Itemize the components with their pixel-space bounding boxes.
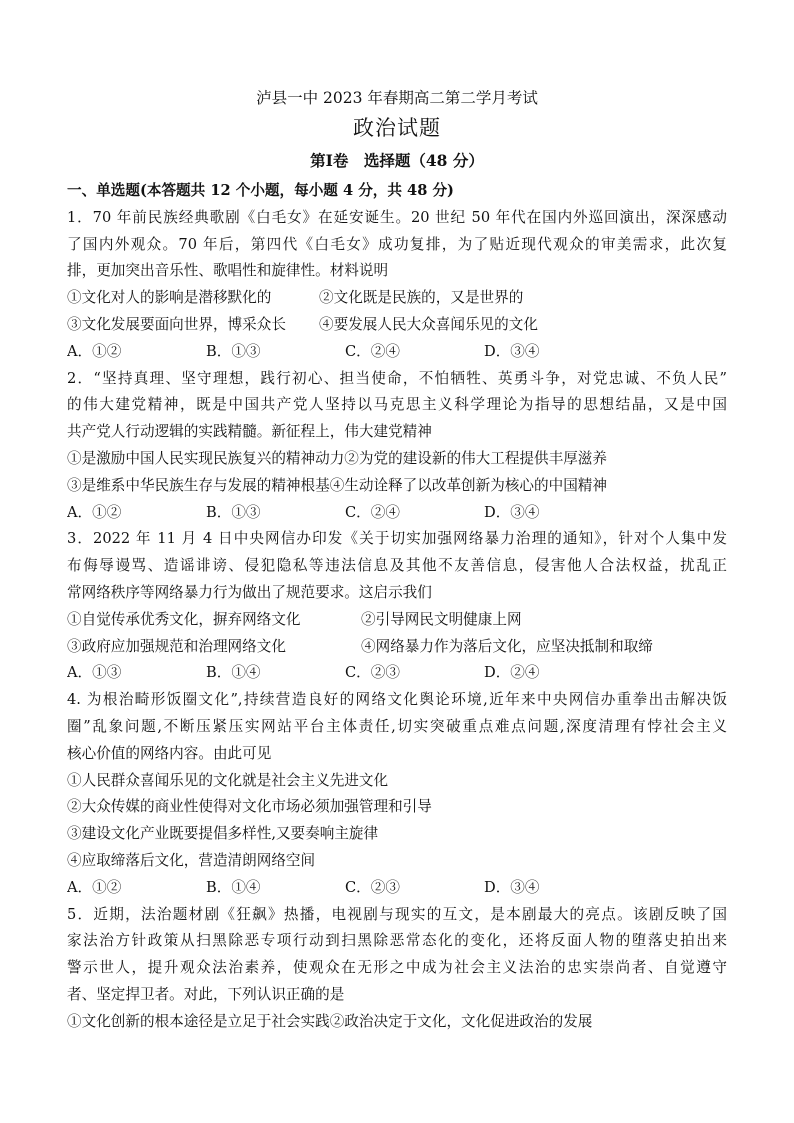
question-stem-line: 圈”乱象问题,不断压紧压实网站平台主体责任,切实突破重点难点问题,深度清理有悖社会主义 (67, 717, 727, 735)
question-4 (67, 687, 727, 901)
option-row (67, 660, 727, 687)
answer-option: C．②③ (345, 664, 400, 682)
option-row (67, 339, 727, 366)
statement-item: ④网络暴力作为落后文化，应坚决抵制和取缔 (361, 637, 653, 655)
question-stem-line: 常网络秩序等网络暴力行为做出了规范要求。这启示我们 (67, 583, 432, 601)
question-stem-line: 排，更加突出音乐性、歌唱性和旋律性。材料说明 (67, 262, 389, 280)
statement-item: ③文化发展要面向世界，博采众长 (67, 315, 286, 333)
statement-item: ②政治决定于文化，文化促进政治的发展 (329, 1012, 593, 1030)
statement-item: ①文化对人的影响是潜移默化的 (67, 289, 272, 307)
statement-row (67, 848, 727, 875)
statement-item: ①自觉传承优秀文化，摒弃网络文化 (67, 610, 301, 628)
question-stem-line: 核心价值的网络内容。由此可见 (67, 744, 272, 762)
question-5 (67, 902, 727, 1036)
statement-item: ③政府应加强规范和治理网络文化 (67, 637, 286, 655)
subject-title: 政治试题 (353, 116, 441, 140)
statement-item: ④生动诠释了以改革创新为核心的中国精神 (329, 476, 607, 494)
statement-item: ④要发展人民大众喜闻乐见的文化 (319, 315, 538, 333)
statement-row (67, 285, 727, 312)
question-stem-line: 了国内外观众。70 年后，第四代《白毛女》成功复排，为了贴近现代观众的审美需求，此次复 (67, 235, 727, 253)
question-stem-line: 共产党人行动逻辑的实践精髓。新征程上，伟大建党精神 (67, 423, 432, 441)
answer-option: B．①④ (206, 664, 261, 682)
option-row (67, 875, 727, 902)
statement-item: ③是维系中华民族生存与发展的精神根基 (67, 476, 330, 494)
school-exam-title: 泸县一中 2023 年春期高二第二学月考试 (256, 89, 538, 107)
question-stem-line: 3．2022 年 11 月 4 日中央网信办印发《关于切实加强网络暴力治理的通知》，针对个人集中发 (67, 530, 727, 548)
statement-item: ②引导网民文明健康上网 (361, 610, 522, 628)
answer-option: D．②④ (484, 664, 540, 682)
answer-option: D．③④ (484, 342, 540, 360)
question-stem-line: 2．“坚持真理、坚守理想，践行初心、担当使命，不怕牺牲、英勇斗争，对党忠诚、不负人民” (67, 369, 727, 387)
answer-option: A．①② (67, 503, 122, 521)
question-3 (67, 526, 727, 687)
answer-option: C．②④ (345, 342, 400, 360)
statement-row (67, 446, 727, 473)
question-stem-line: 布侮辱谩骂、造谣诽谤、侵犯隐私等违法信息及其他不友善信息，侵害他人合法权益，扰乱正 (67, 557, 727, 575)
section-title: 一、单选题(本答题共 12 个小题，每小题 4 分，共 48 分) (67, 182, 454, 199)
statement-row (67, 1009, 727, 1036)
statement-row (67, 821, 727, 848)
exam-content (67, 178, 727, 1036)
question-1 (67, 205, 727, 366)
statement-item: ②文化既是民族的，又是世界的 (319, 289, 524, 307)
statement-item: ③建设文化产业既要提倡多样性,又要奏响主旋律 (67, 825, 379, 843)
question-stem-line: 警示世人，提升观众法治素养，使观众在无形之中成为社会主义法治的忠实崇尚者、自觉遵守 (67, 959, 727, 977)
statement-item: ②大众传媒的商业性使得对文化市场必须加强管理和引导 (67, 798, 432, 816)
statement-item: ①人民群众喜闻乐见的文化就是社会主义先进文化 (67, 771, 389, 789)
question-stem-line: 家法治方针政策从扫黑除恶专项行动到扫黑除恶常态化的变化，还将反面人物的堕落史拍出来 (67, 932, 727, 950)
statement-row (67, 607, 727, 634)
statement-row (67, 768, 727, 795)
statement-item: ④应取缔落后文化，营造清朗网络空间 (67, 851, 316, 869)
answer-option: D．③④ (484, 878, 540, 896)
statement-item: ①文化创新的根本途径是立足于社会实践 (67, 1012, 330, 1030)
answer-option: A．①③ (67, 664, 122, 682)
statement-row (67, 312, 727, 339)
question-stem-line: 1．70 年前民族经典歌剧《白毛女》在延安诞生。20 世纪 50 年代在国内外巡回演出，深深感动 (67, 208, 727, 226)
answer-option: C．②④ (345, 503, 400, 521)
question-list (67, 205, 727, 1036)
answer-option: A．①② (67, 878, 122, 896)
question-stem-line: 者、坚定捍卫者。对此，下列认识正确的是 (67, 985, 345, 1003)
answer-option: C．②③ (345, 878, 400, 896)
question-stem-line: 4. 为根治畸形饭圈文化”,持续营造良好的网络文化舆论环境,近年来中央网信办重拳出击解决饭 (67, 691, 727, 709)
volume-title: 第Ⅰ卷 选择题（48 分） (310, 151, 484, 170)
statement-row (67, 794, 727, 821)
statement-row (67, 473, 727, 500)
statement-row (67, 634, 727, 661)
answer-option: D．③④ (484, 503, 540, 521)
statement-item: ①是激励中国人民实现民族复兴的精神动力 (67, 449, 345, 467)
question-stem-line: 5．近期，法治题材剧《狂飙》热播，电视剧与现实的互文，是本剧最大的亮点。该剧反映了国 (67, 905, 727, 923)
answer-option: A．①② (67, 342, 122, 360)
question-stem-line: 的伟大建党精神，既是中国共产党人坚持以马克思主义科学理论为指导的思想结晶，又是中国 (67, 396, 727, 414)
option-row (67, 500, 727, 527)
answer-option: B．①③ (206, 342, 261, 360)
statement-item: ②为党的建设新的伟大工程提供丰厚滋养 (344, 449, 607, 467)
answer-option: B．①③ (206, 503, 261, 521)
answer-option: B．①④ (206, 878, 261, 896)
question-2 (67, 366, 727, 527)
